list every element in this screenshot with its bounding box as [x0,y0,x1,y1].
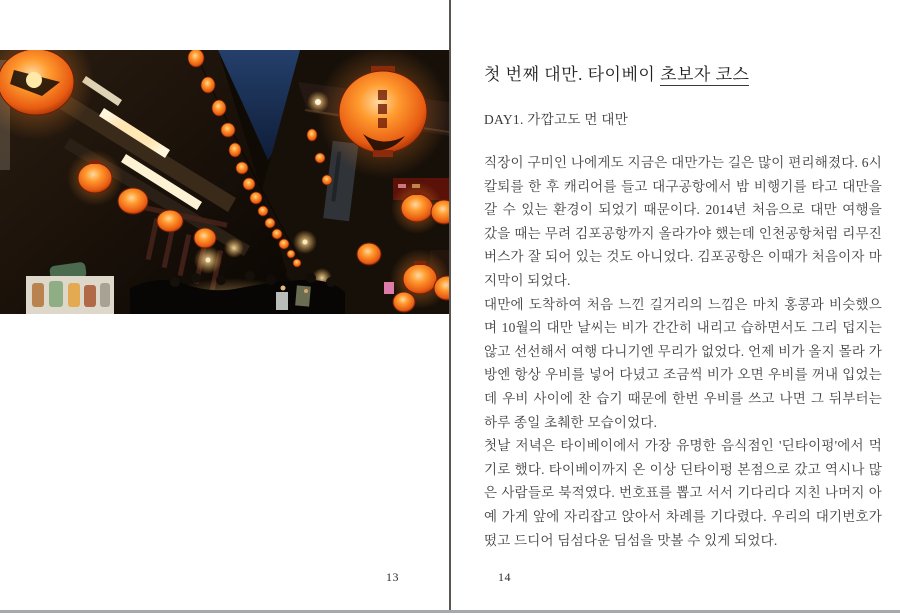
page-number-right: 14 [498,570,511,584]
body-paragraph-1: 직장이 구미인 나에게도 지금은 대만가는 길은 많이 편리해졌다. 6시 칼퇴를 한 후 캐리어를 들고 대구공항에서 밤 비행기를 타고 대만을 갈 수 있는 환경이 되었기 때문이다. 2014년 처음으로 대만 여행을 갔을 때는 무려 김포공항까지 올라가야 했는데 인천공항처럼 리무진버스가 잘 되어 있는 것도 아니었다. 김포공항은 이때가 처음이자 마지막이 되었다. [484,155,882,288]
drink-shop-sign [26,276,114,314]
page-number-left: 13 [386,570,399,584]
photo-illustration [0,50,449,314]
jiufen-lantern-photo [0,50,449,314]
chapter-title-underlined: 초보자 코스 [660,65,750,84]
right-page [484,0,882,615]
body-paragraph-2: 대만에 도착하여 처음 느낀 길거리의 느낌은 마치 홍콩과 비슷했으며 10월의 대만 날씨는 비가 간간히 내리고 습하면서도 그리 덥지는 않고 선선해서 여행 다니기엔 무리가 없었다. 언제 비가 올지 몰라 가방엔 항상 우비를 넣어 다녔고 조금씩 비가 오면 우비를 꺼내 입었는데 우비 사이에 찬 습기 때문에 한번 우비를 쓰고 나면 그 뒤부터는 하루 종일 초췌한 모습이었다. [484,296,882,430]
chapter-title-plain: 첫 번째 대만. 타이베이 [484,65,661,84]
day-subtitle: DAY1. 가깝고도 먼 대만 [484,112,629,127]
body-text [484,151,882,552]
body-paragraph-3: 첫날 저녁은 타이베이에서 가장 유명한 음식점인 '딘타이펑'에서 먹기로 했다. 타이베이까지 온 이상 딘타이펑 본점으로 갔고 역시나 많은 사람들로 북적였다. 번호표를 뽑고 서서 기다리다 지친 나머지 아예 가게 앞에 자리잡고 앉아서 차례를 기다렸다. 우리의 대기번호가 떴고 드디어 딤섬다운 딤섬을 맛볼 수 있게 되었다. [484,438,882,548]
page-divider [449,0,451,611]
chapter-title [484,60,882,85]
